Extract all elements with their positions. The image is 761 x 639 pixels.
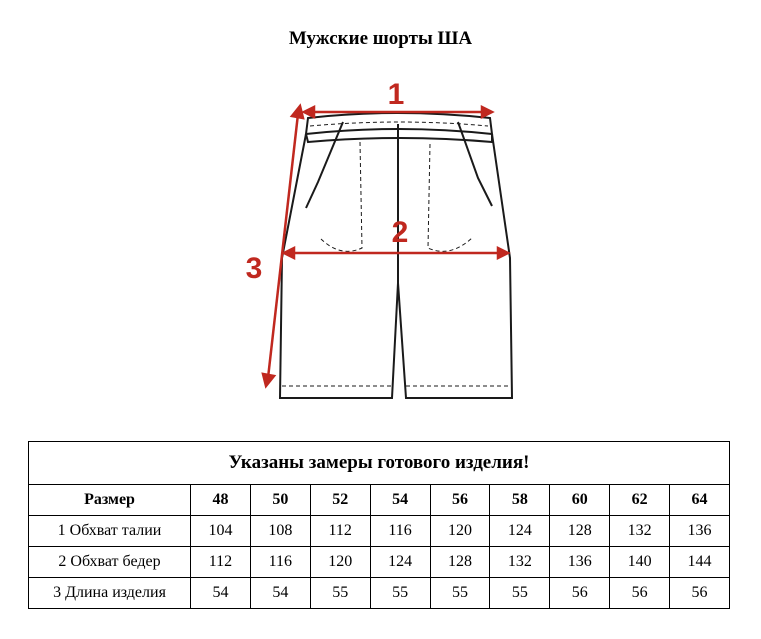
value-cell: 108 — [250, 516, 310, 547]
size-cell: 48 — [191, 485, 251, 516]
size-cell: 60 — [550, 485, 610, 516]
value-cell: 112 — [310, 516, 370, 547]
value-cell: 54 — [250, 578, 310, 609]
size-cell: 50 — [250, 485, 310, 516]
value-cell: 132 — [610, 516, 670, 547]
value-cell: 116 — [250, 547, 310, 578]
measure-arrows — [263, 106, 508, 386]
value-cell: 132 — [490, 547, 550, 578]
value-cell: 104 — [191, 516, 251, 547]
size-cell: 62 — [610, 485, 670, 516]
value-cell: 120 — [430, 516, 490, 547]
value-cell: 128 — [550, 516, 610, 547]
value-cell: 136 — [670, 516, 730, 547]
value-cell: 136 — [550, 547, 610, 578]
table-row — [29, 578, 730, 609]
value-cell: 112 — [191, 547, 251, 578]
size-cell: 52 — [310, 485, 370, 516]
value-cell: 56 — [550, 578, 610, 609]
size-cell: 58 — [490, 485, 550, 516]
value-cell: 56 — [670, 578, 730, 609]
value-cell: 55 — [370, 578, 430, 609]
value-cell: 55 — [430, 578, 490, 609]
marker-2-label: 2 — [391, 216, 409, 249]
shorts-outline — [280, 113, 512, 398]
header-label: Размер — [29, 485, 191, 516]
marker-3-label: 3 — [245, 252, 263, 285]
value-cell: 124 — [490, 516, 550, 547]
value-cell: 56 — [610, 578, 670, 609]
table-row — [29, 516, 730, 547]
caption-row — [29, 442, 730, 485]
table-row — [29, 547, 730, 578]
value-cell: 55 — [490, 578, 550, 609]
value-cell: 120 — [310, 547, 370, 578]
row-label: 2 Обхват бедер — [29, 547, 191, 578]
size-cell: 64 — [670, 485, 730, 516]
size-cell: 56 — [430, 485, 490, 516]
row-label: 1 Обхват талии — [29, 516, 191, 547]
value-cell: 116 — [370, 516, 430, 547]
row-label: 3 Длина изделия — [29, 578, 191, 609]
table-header-row — [29, 485, 730, 516]
value-cell: 128 — [430, 547, 490, 578]
value-cell: 55 — [310, 578, 370, 609]
value-cell: 124 — [370, 547, 430, 578]
value-cell: 54 — [191, 578, 251, 609]
table-caption: Указаны замеры готового изделия! — [29, 442, 730, 485]
shorts-measurement-diagram — [240, 78, 530, 408]
value-cell: 140 — [610, 547, 670, 578]
marker-1-label: 1 — [387, 78, 405, 111]
size-cell: 54 — [370, 485, 430, 516]
page-title: Мужские шорты ША — [288, 28, 473, 49]
value-cell: 144 — [670, 547, 730, 578]
size-table — [28, 441, 730, 609]
